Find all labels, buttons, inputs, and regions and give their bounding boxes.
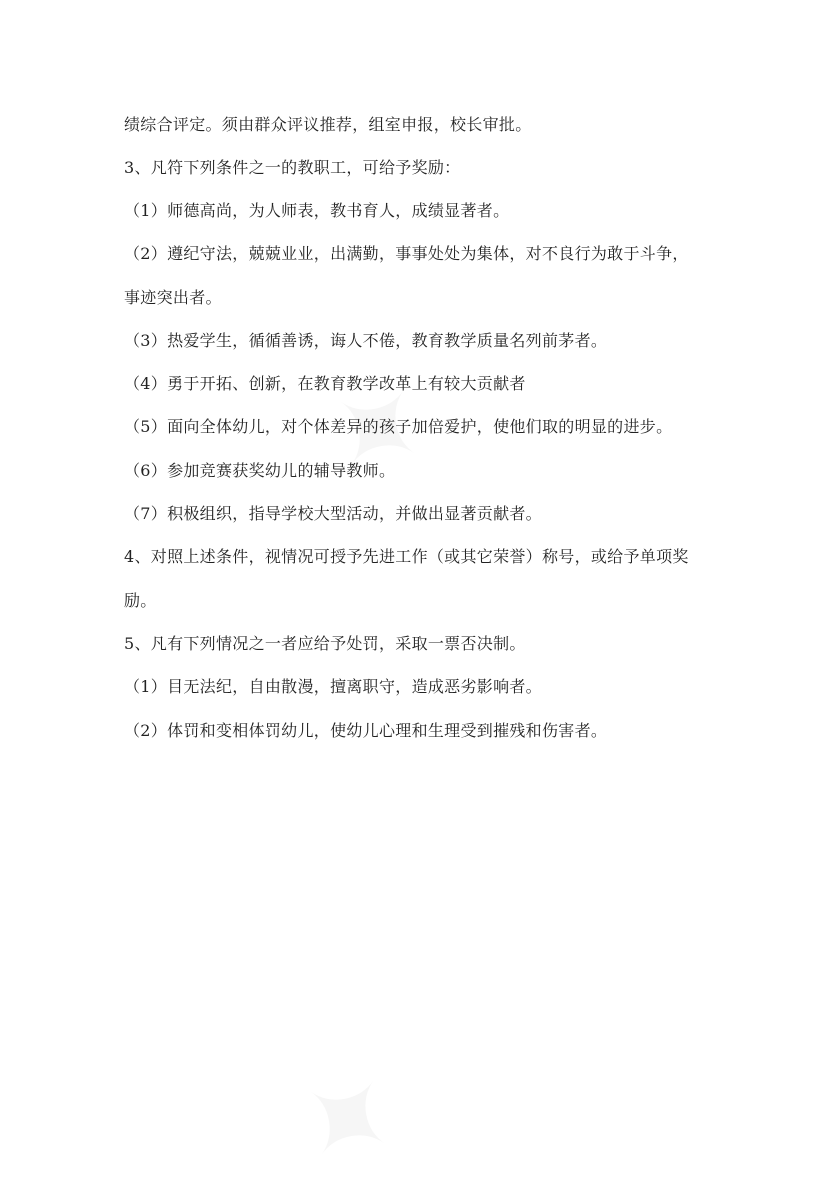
paragraph-line: （2）遵纪守法，兢兢业业，出满勤，事事处处为集体，对不良行为敢于斗争， <box>124 244 689 263</box>
paragraph-line: 绩综合评定。须由群众评议推荐，组室申报，校长审批。 <box>124 115 532 134</box>
paragraph-line: （1）目无法纪，自由散漫，擅离职守，造成恶劣影响者。 <box>124 677 542 696</box>
paragraph-line: （6）参加竞赛获奖幼儿的辅导教师。 <box>124 461 396 480</box>
watermark <box>265 1038 437 1200</box>
paragraph-line: （3）热爱学生，循循善诱，诲人不倦，教育教学质量名列前茅者。 <box>124 331 608 350</box>
paragraph-line: （5）面向全体幼儿，对个体差异的孩子加倍爱护，使他们取的明显的进步。 <box>124 417 673 436</box>
paragraph-line: （1）师德高尚，为人师表，教书育人，成绩显著者。 <box>124 201 510 220</box>
paragraph-line: 事迹突出者。 <box>124 288 222 307</box>
paragraph-line: 励。 <box>124 591 157 610</box>
paragraph-line: （4）勇于开拓、创新，在教育教学改革上有较大贡献者 <box>124 374 526 393</box>
paragraph-line: 4、对照上述条件，视情况可授予先进工作（或其它荣誉）称号，或给予单项奖 <box>124 547 689 566</box>
paragraph-line: 3、凡符下列条件之一的教职工，可给予奖励： <box>124 158 461 177</box>
paragraph-line: （2）体罚和变相体罚幼儿，使幼儿心理和生理受到摧残和伤害者。 <box>124 721 608 740</box>
paragraph-line: 5、凡有下列情况之一者应给予处罚，采取一票否决制。 <box>124 634 526 653</box>
paragraph-line: （7）积极组织，指导学校大型活动，并做出显著贡献者。 <box>124 504 542 523</box>
